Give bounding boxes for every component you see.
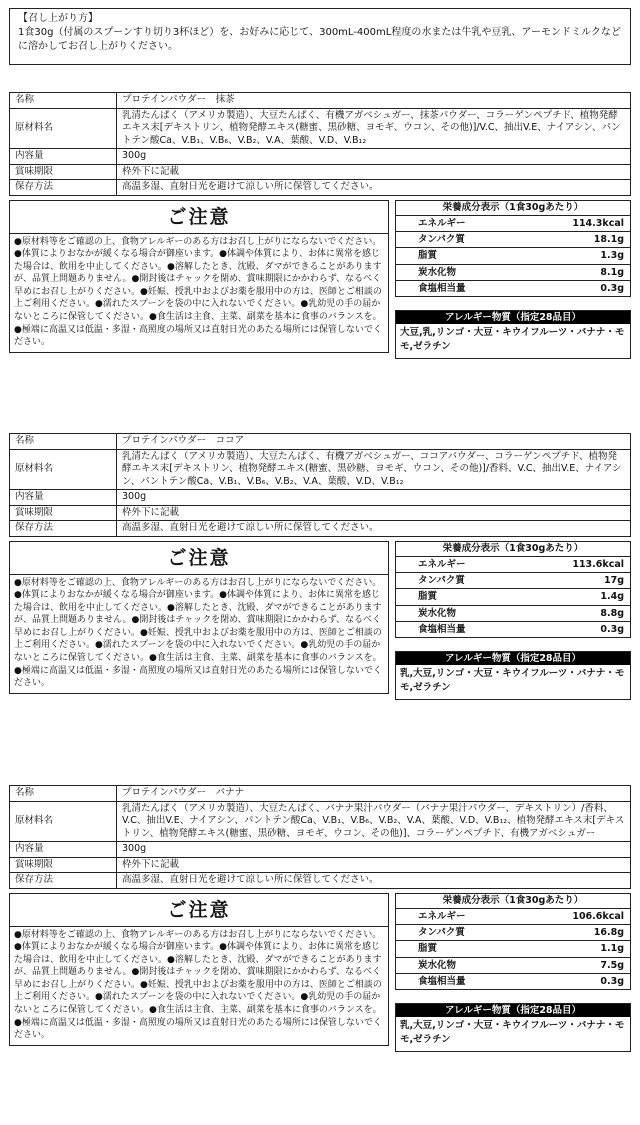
spec-row <box>10 108 631 149</box>
spec-row <box>10 842 631 858</box>
nutrition-value: 8.8g <box>600 607 624 619</box>
serving-text: 1食30g（付属のスプーンすり切り3杯ほど）を、お好みに応じて、300mL-400mL程度の水または牛乳や豆乳、アーモンドミルクなどに溶かしてお召し上がりください。 <box>18 27 621 52</box>
allergy-text: 乳,大豆,リンゴ・大豆・キウイフルーツ・バナナ・モモ,ゼラチン <box>400 667 625 693</box>
spec-value: プロテインパウダー バナナ <box>117 786 631 802</box>
nutrition-label: タンパク質 <box>418 926 465 938</box>
spec-key: 内容量 <box>10 149 117 165</box>
caution-title: ご注意 <box>10 542 388 575</box>
spec-row <box>10 490 631 506</box>
spec-value: 300g <box>117 149 631 165</box>
nutrition-value: 1.3g <box>600 250 624 262</box>
spec-row <box>10 449 631 490</box>
product-label-matcha <box>9 92 631 395</box>
nutrition-row <box>396 232 630 248</box>
spec-value: 高温多湿、直射日光を避けて涼しい所に保管してください。 <box>117 180 631 196</box>
nutrition-row <box>396 909 630 925</box>
spec-row <box>10 873 631 889</box>
spec-key: 保存方法 <box>10 873 117 889</box>
spec-key: 原材料名 <box>10 108 117 149</box>
nutrition-label: 食塩相当量 <box>418 283 466 295</box>
spec-value: 300g <box>117 842 631 858</box>
nutrition-label: エネルギー <box>418 217 466 229</box>
spec-row <box>10 93 631 109</box>
spec-key: 原材料名 <box>10 449 117 490</box>
nutrition-label: 炭水化物 <box>418 607 457 619</box>
nutrition-value: 0.3g <box>600 624 624 636</box>
nutrition-row <box>396 941 630 957</box>
spec-value: 乳清たんぱく（アメリカ製造）、大豆たんぱく、有機アガベシュガー、抹茶パウダー、コラーゲンペプチド、植物発酵エキス末[デキストリン、植物発酵エキス(糖蜜、黒砂糖、ヨモギ、ウコン、その他)]/V.C、抽出V.E、ナイアシン、パントテン酸Ca、V.B₁、V.B₆、V.B₂、V.A、葉酸、V.D、V.B₁₂ <box>117 108 631 149</box>
spec-value: 高温多湿、直射日光を避けて涼しい所に保管してください。 <box>117 521 631 537</box>
nutrition-label: タンパク質 <box>418 233 465 245</box>
nutrition-label: エネルギー <box>418 558 466 570</box>
spec-value: プロテインパウダー ココア <box>117 434 631 450</box>
spec-row <box>10 521 631 537</box>
nutrition-row <box>396 622 630 637</box>
nutrition-label: 炭水化物 <box>418 959 457 971</box>
nutrition-value: 16.8g <box>593 926 624 938</box>
nutrition-title: 栄養成分表示（1食30gあたり） <box>396 542 630 557</box>
nutrition-title: 栄養成分表示（1食30gあたり） <box>396 201 630 216</box>
nutrition-label: 脂質 <box>418 591 438 603</box>
spec-key: 賞味期限 <box>10 505 117 521</box>
nutrition-value: 113.6kcal <box>572 558 624 570</box>
caution-box <box>9 541 389 694</box>
caution-text: ●原材料等をご確認の上、食物アレルギーのある方はお召し上がりにならないでください。●体質によりおなかが緩くなる場合が御座います。●体調や体質により、お体に異常を感じた場合は、飲用を中止してください。●溶解したとき、沈殿、ダマができることがありますが、品質上問題ありません。●開封後はチャックを閉め、賞味期限にかかわらず、なるべく早めにお召し上がりください。●妊娠、授乳中およびお薬を服用中の方は、医師とご相談の上ご利用ください。●濡れたスプーンを袋の中に入れないでください。●乳幼児の手の届かないところに保管してください。●食生活は主食、主菜、副菜を基本に食事のバランスを。●極端に高温又は低温・多湿・高照度の場所又は直射日光のあたる場所には保管しないでください。 <box>14 577 382 689</box>
spec-value: 枠外下に記載 <box>117 164 631 180</box>
caution-title: ご注意 <box>10 894 388 927</box>
nutrition-value: 8.1g <box>600 266 624 278</box>
spec-row <box>10 180 631 196</box>
allergy-box <box>395 310 631 359</box>
spec-key: 内容量 <box>10 842 117 858</box>
product-spec-table <box>9 433 631 537</box>
nutrition-title: 栄養成分表示（1食30gあたり） <box>396 894 630 909</box>
nutrition-box <box>395 893 631 991</box>
nutrition-label: 炭水化物 <box>418 266 457 278</box>
spec-key: 内容量 <box>10 490 117 506</box>
spec-row <box>10 164 631 180</box>
spec-key: 名称 <box>10 434 117 450</box>
nutrition-row <box>396 925 630 941</box>
spec-value: 枠外下に記載 <box>117 857 631 873</box>
spec-key: 原材料名 <box>10 801 117 842</box>
nutrition-value: 7.5g <box>600 959 624 971</box>
product-spec-table <box>9 785 631 889</box>
spec-key: 名称 <box>10 93 117 109</box>
nutrition-value: 1.1g <box>600 943 624 955</box>
spec-row <box>10 801 631 842</box>
nutrition-label: 脂質 <box>418 250 438 262</box>
spec-key: 賞味期限 <box>10 164 117 180</box>
nutrition-label: 食塩相当量 <box>418 976 466 988</box>
spec-row <box>10 149 631 165</box>
serving-heading: 【召し上がり方】 <box>18 13 98 24</box>
allergy-title: アレルギー物質（指定28品目） <box>396 652 630 665</box>
nutrition-label: エネルギー <box>418 910 466 922</box>
nutrition-value: 1.4g <box>600 591 624 603</box>
nutrition-row <box>396 606 630 622</box>
nutrition-value: 0.3g <box>600 976 624 988</box>
product-spec-table <box>9 92 631 196</box>
nutrition-label: 食塩相当量 <box>418 624 466 636</box>
nutrition-box <box>395 200 631 298</box>
spec-key: 賞味期限 <box>10 857 117 873</box>
serving-instructions <box>9 8 631 65</box>
spec-value: 乳清たんぱく（アメリカ製造）、大豆たんぱく、有機アガベシュガー、ココアパウダー、コラーゲンペプチド、植物発酵エキス末[デキストリン、植物発酵エキス(糖蜜、黒砂糖、ヨモギ、ウコン、その他)]/香料、V.C、抽出V.E、ナイアシン、パントテン酸Ca、V.B₁、V.B₆、V.B₂、V.A、葉酸、V.D、V.B₁₂ <box>117 449 631 490</box>
spec-value: プロテインパウダー 抹茶 <box>117 93 631 109</box>
nutrition-row <box>396 216 630 232</box>
nutrition-label: 脂質 <box>418 943 438 955</box>
allergy-text: 大豆,乳,リンゴ・大豆・キウイフルーツ・バナナ・モモ,ゼラチン <box>400 326 625 352</box>
nutrition-row <box>396 557 630 573</box>
product-label-cocoa <box>9 433 631 736</box>
caution-box <box>9 200 389 353</box>
caution-text: ●原材料等をご確認の上、食物アレルギーのある方はお召し上がりにならないでください。●体質によりおなかが緩くなる場合が御座います。●体調や体質により、お体に異常を感じた場合は、飲用を中止してください。●溶解したとき、沈殿、ダマができることがありますが、品質上問題ありません。●開封後はチャックを閉め、賞味期限にかかわらず、なるべく早めにお召し上がりください。●妊娠、授乳中およびお薬を服用中の方は、医師とご相談の上ご利用ください。●濡れたスプーンを袋の中に入れないでください。●乳幼児の手の届かないところに保管してください。●食生活は主食、主菜、副菜を基本に食事のバランスを。●極端に高温又は低温・多湿・高照度の場所又は直射日光のあたる場所には保管しないでください。 <box>14 236 382 348</box>
nutrition-value: 114.3kcal <box>572 217 624 229</box>
nutrition-row <box>396 248 630 264</box>
nutrition-row <box>396 589 630 605</box>
nutrition-row <box>396 281 630 296</box>
nutrition-row <box>396 974 630 989</box>
nutrition-row <box>396 265 630 281</box>
caution-title: ご注意 <box>10 201 388 234</box>
allergy-box <box>395 1003 631 1052</box>
caution-text: ●原材料等をご確認の上、食物アレルギーのある方はお召し上がりにならないでください。●体質によりおなかが緩くなる場合が御座います。●体調や体質により、お体に異常を感じた場合は、飲用を中止してください。●溶解したとき、沈殿、ダマができることがありますが、品質上問題ありません。●開封後はチャックを閉め、賞味期限にかかわらず、なるべく早めにお召し上がりください。●妊娠、授乳中およびお薬を服用中の方は、医師とご相談の上ご利用ください。●濡れたスプーンを袋の中に入れないでください。●乳幼児の手の届かないところに保管してください。●食生活は主食、主菜、副菜を基本に食事のバランスを。●極端に高温又は低温・多湿・高照度の場所又は直射日光のあたる場所には保管しないでください。 <box>14 929 382 1041</box>
allergy-title: アレルギー物質（指定28品目） <box>396 1004 630 1017</box>
nutrition-value: 17g <box>603 574 624 586</box>
spec-value: 高温多湿、直射日光を避けて涼しい所に保管してください。 <box>117 873 631 889</box>
spec-value: 300g <box>117 490 631 506</box>
spec-value: 枠外下に記載 <box>117 505 631 521</box>
caution-box <box>9 893 389 1046</box>
spec-row <box>10 786 631 802</box>
nutrition-value: 18.1g <box>593 233 624 245</box>
nutrition-label: タンパク質 <box>418 574 465 586</box>
spec-key: 名称 <box>10 786 117 802</box>
spec-key: 保存方法 <box>10 180 117 196</box>
spec-value: 乳清たんぱく（アメリカ製造）、大豆たんぱく、バナナ果汁パウダー（バナナ果汁パウダー、デキストリン）/香料、V.C、抽出V.E、ナイアシン、パントテン酸Ca、V.B₁、V.B₆、V.B₂、V.A、葉酸、V.D、V.B₁₂、植物発酵エキス末[デキストリン、植物発酵エキス(糖蜜、黒砂糖、ヨモギ、ウコン、その他)]、コラーゲンペプチド、有機アガベシュガー <box>117 801 631 842</box>
product-label-banana <box>9 785 631 1088</box>
nutrition-row <box>396 573 630 589</box>
nutrition-value: 0.3g <box>600 283 624 295</box>
allergy-box <box>395 651 631 700</box>
allergy-text: 乳,大豆,リンゴ・大豆・キウイフルーツ・バナナ・モモ,ゼラチン <box>400 1019 625 1045</box>
nutrition-box <box>395 541 631 639</box>
spec-row <box>10 434 631 450</box>
allergy-title: アレルギー物質（指定28品目） <box>396 311 630 324</box>
nutrition-row <box>396 958 630 974</box>
spec-row <box>10 857 631 873</box>
spec-row <box>10 505 631 521</box>
nutrition-value: 106.6kcal <box>572 910 624 922</box>
spec-key: 保存方法 <box>10 521 117 537</box>
